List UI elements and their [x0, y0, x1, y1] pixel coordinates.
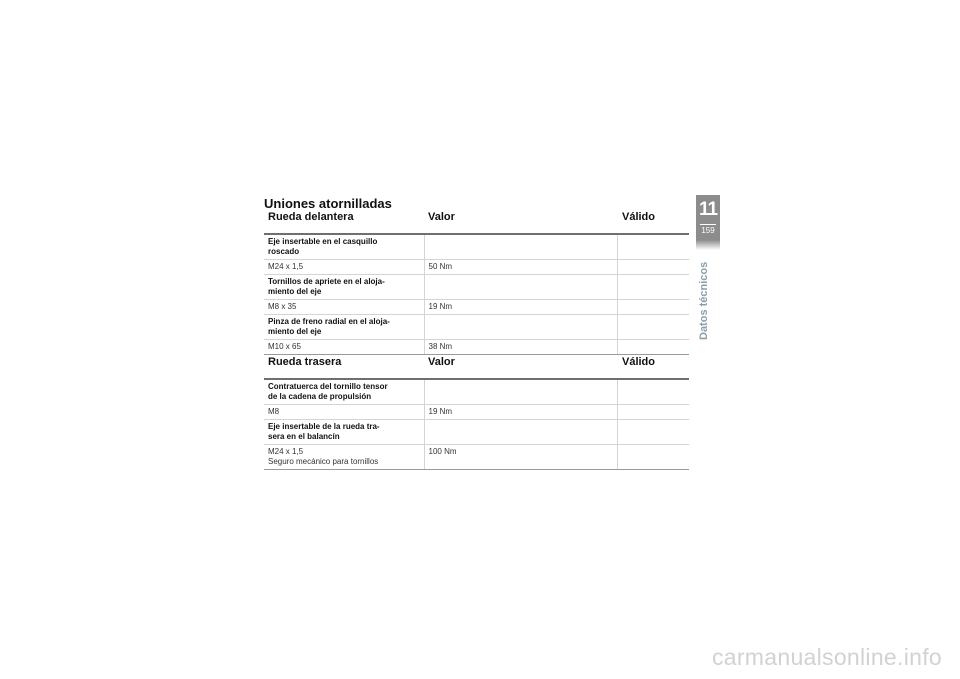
valid-cell: [617, 315, 689, 340]
table-row: [264, 405, 689, 420]
component-name: Eje insertable de la rueda tra- sera en el balancín: [264, 420, 424, 445]
empty-cell: [617, 405, 689, 420]
watermark: carmanualsonline.info: [711, 644, 942, 670]
component-name: Pinza de freno radial en el aloja- miento del eje: [264, 315, 424, 340]
thread-spec: M8 x 35: [264, 300, 424, 315]
empty-cell: [617, 445, 689, 470]
component-name: Eje insertable en el casquillo roscado: [264, 234, 424, 260]
section-title: Uniones atornilladas: [264, 196, 392, 211]
chapter-divider: [700, 224, 716, 225]
table-row: [264, 275, 689, 300]
table-row: [264, 340, 689, 355]
table-row: [264, 234, 689, 260]
empty-cell: [617, 340, 689, 355]
valid-cell: [617, 420, 689, 445]
empty-cell: [424, 315, 617, 340]
table-row: [264, 300, 689, 315]
empty-cell: [424, 379, 617, 405]
empty-cell: [617, 300, 689, 315]
chapter-side-label: Datos técnicos: [698, 261, 710, 340]
empty-cell: [424, 420, 617, 445]
thread-spec: M24 x 1,5: [264, 260, 424, 275]
chapter-tab-fade: [696, 240, 720, 250]
valid-cell: [617, 275, 689, 300]
table-row: [264, 379, 689, 405]
header-component: Rueda delantera: [264, 211, 424, 234]
table-row: [264, 445, 689, 470]
chapter-number: 11: [698, 199, 718, 220]
table-row: [264, 260, 689, 275]
page-number: 159: [701, 226, 715, 235]
front-wheel-torque-table: [264, 211, 689, 355]
component-name: Contratuerca del tornillo tensor de la cadena de propulsión: [264, 379, 424, 405]
thread-spec: M10 x 65: [264, 340, 424, 355]
table-row: [264, 420, 689, 445]
component-name: Tornillos de apriete en el aloja- miento del eje: [264, 275, 424, 300]
torque-value: 19 Nm: [424, 300, 617, 315]
torque-value: 38 Nm: [424, 340, 617, 355]
table-row: [264, 315, 689, 340]
thread-spec: M24 x 1,5 Seguro mecánico para tornillos: [264, 445, 424, 470]
empty-cell: [424, 275, 617, 300]
table-header-row: [264, 211, 689, 234]
torque-value: 19 Nm: [424, 405, 617, 420]
empty-cell: [617, 260, 689, 275]
thread-spec: M8: [264, 405, 424, 420]
empty-cell: [424, 234, 617, 260]
rear-wheel-torque-table: [264, 356, 689, 470]
torque-value: 100 Nm: [424, 445, 617, 470]
torque-value: 50 Nm: [424, 260, 617, 275]
table-header-row: [264, 356, 689, 379]
header-value: Valor: [424, 356, 617, 379]
valid-cell: [617, 234, 689, 260]
header-valid: Válido: [617, 211, 689, 234]
header-valid: Válido: [617, 356, 689, 379]
header-value: Valor: [424, 211, 617, 234]
header-component: Rueda trasera: [264, 356, 424, 379]
valid-cell: [617, 379, 689, 405]
